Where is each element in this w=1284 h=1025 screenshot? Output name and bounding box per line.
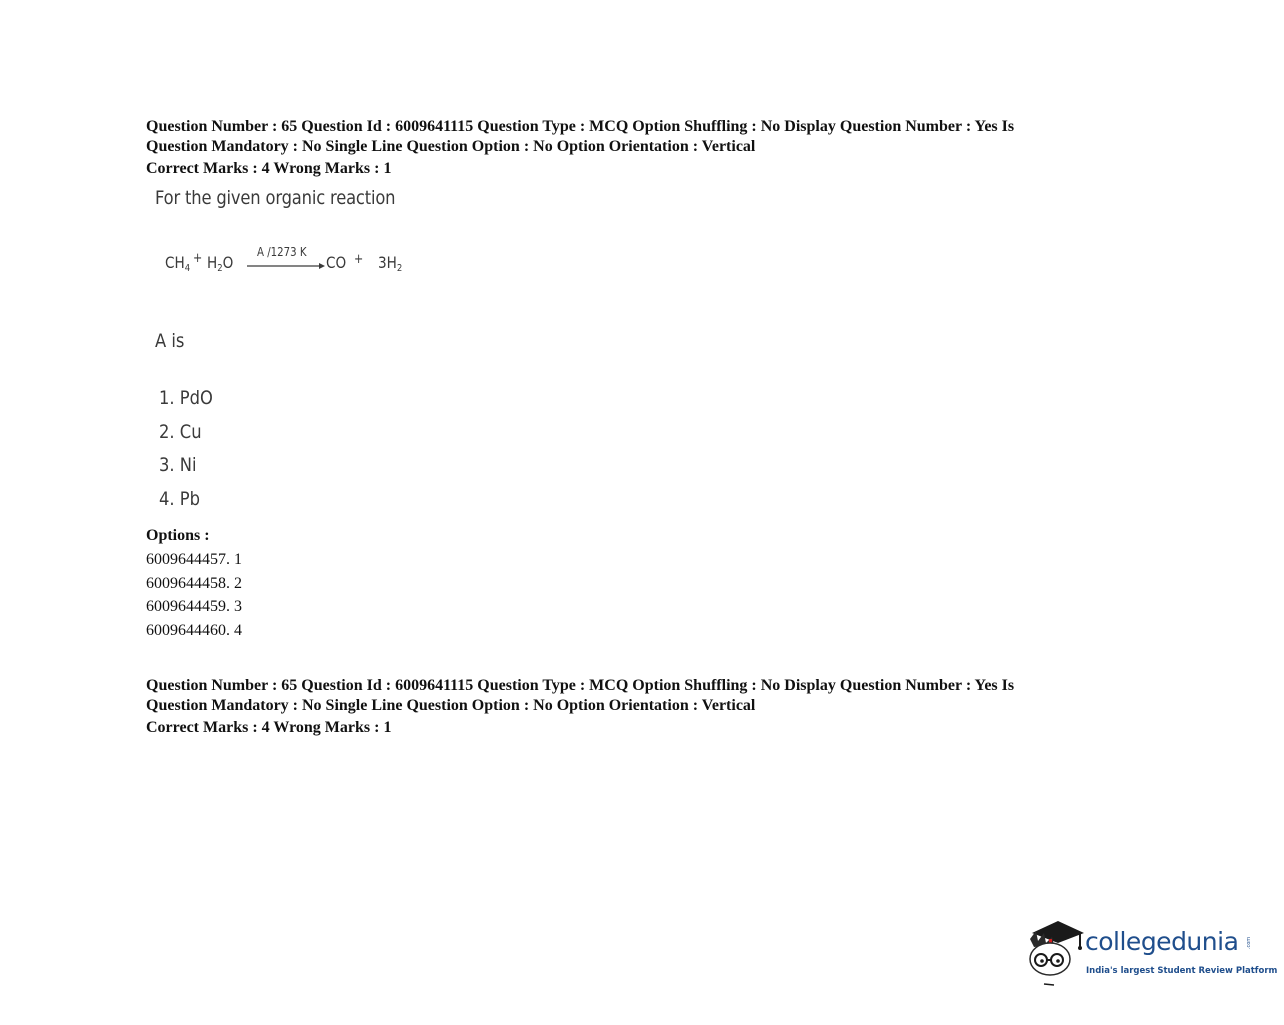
logo-tagline: India's largest Student Review Platform xyxy=(1086,966,1278,976)
question-meta-line-2: Question Mandatory : No Single Line Question Option : No Option Orientation : Vertical xyxy=(146,137,756,155)
question-header xyxy=(146,117,1106,156)
marks-info: Correct Marks : 4 Wrong Marks : 1 xyxy=(146,160,392,177)
option-item: 6009644459. 3 xyxy=(146,598,242,615)
choice-item: 1. PdO xyxy=(159,387,213,409)
logo-wordmark: collegedunia xyxy=(1085,927,1239,956)
options-label: Options : xyxy=(146,527,210,544)
question-meta-line-2: Question Mandatory : No Single Line Question Option : No Option Orientation : Vertical xyxy=(146,696,756,714)
product-carbon-monoxide: CO xyxy=(326,253,347,272)
question-meta-line-1: Question Number : 65 Question Id : 6009641115 Question Type : MCQ Option Shuffling : No Display Question Number : Yes Is xyxy=(146,118,1015,135)
option-item: 6009644458. 2 xyxy=(146,575,242,592)
plus-sign: + xyxy=(193,251,203,266)
option-item: 6009644457. 1 xyxy=(146,551,242,568)
choice-item: 3. Ni xyxy=(159,454,197,476)
option-item: 6009644460. 4 xyxy=(146,622,242,639)
mascot-icon xyxy=(1024,917,1086,989)
logo-suffix: .com xyxy=(1246,936,1253,950)
marks-info: Correct Marks : 4 Wrong Marks : 1 xyxy=(146,719,392,736)
reactant-methane: $CH_4$ xyxy=(165,253,191,274)
plus-sign: + xyxy=(354,252,364,267)
question-prompt: A is xyxy=(155,330,185,352)
collegedunia-logo xyxy=(1024,917,1278,989)
choice-item: 4. Pb xyxy=(159,488,201,510)
product-hydrogen: $3H_2$ xyxy=(378,253,403,274)
reactant-water: $H_2O$ xyxy=(207,253,234,274)
question-meta-line-1: Question Number : 65 Question Id : 6009641115 Question Type : MCQ Option Shuffling : No Display Question Number : Yes Is xyxy=(146,677,1015,694)
chemical-reaction xyxy=(165,240,425,280)
question-intro: For the given organic reaction xyxy=(155,187,396,209)
reaction-arrow-icon xyxy=(247,262,325,270)
question-header xyxy=(146,676,1106,715)
choice-item: 2. Cu xyxy=(159,421,202,443)
arrow-label: A /1273 K xyxy=(257,245,307,259)
